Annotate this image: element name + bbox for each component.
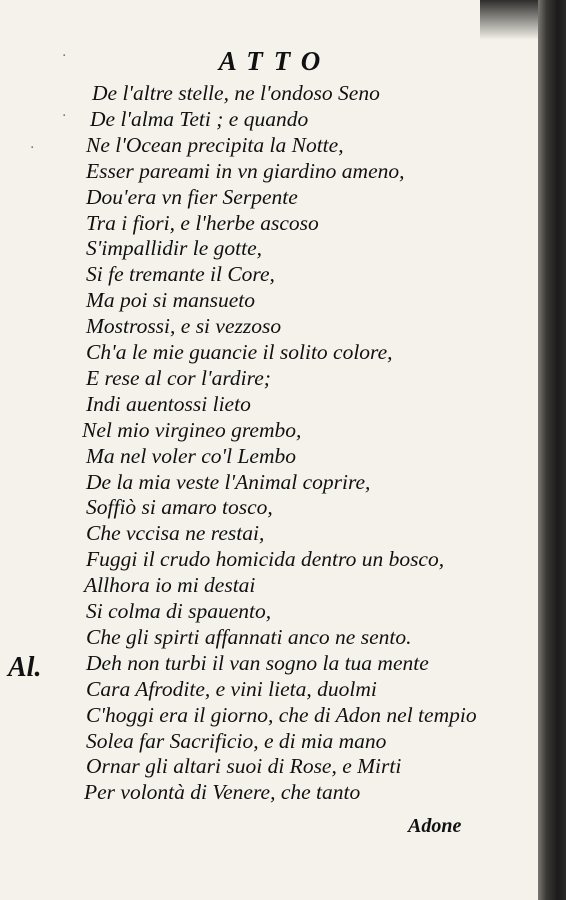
verse-line: Che vccisa ne restai, bbox=[86, 521, 265, 546]
verse-line: Deh non turbi il van sogno la tua mente bbox=[86, 650, 429, 675]
catchword: Adone bbox=[408, 815, 462, 837]
ink-spot: · bbox=[30, 140, 35, 156]
verse-line: Fuggi il crudo homicida dentro un bosco, bbox=[86, 547, 445, 572]
running-head: ATTO bbox=[218, 46, 332, 76]
verse-line: S'impallidir le gotte, bbox=[86, 236, 262, 261]
verse-line: Ma poi si mansueto bbox=[86, 288, 256, 313]
verse-line: Dou'era vn fier Serpente bbox=[86, 184, 298, 209]
book-gutter-shadow bbox=[538, 0, 566, 900]
verse-line: Per volontà di Venere, che tanto bbox=[84, 780, 361, 805]
verse-line: Mostrossi, e si vezzoso bbox=[86, 314, 282, 339]
verse-line: Si colma di spauento, bbox=[86, 599, 272, 623]
verse-line: Solea far Sacrificio, e di mia mano bbox=[86, 728, 387, 753]
verse-line: E rese al cor l'ardire; bbox=[86, 365, 271, 390]
verse-line: Nel mio virgineo grembo, bbox=[82, 417, 302, 442]
verse-line: Ma nel voler co'l Lembo bbox=[86, 443, 296, 468]
verse-line: Si fe tremante il Core, bbox=[86, 262, 275, 287]
verse-line: Tra i fiori, e l'herbe ascoso bbox=[86, 210, 319, 235]
verse-line: De l'alma Teti ; e quando bbox=[90, 106, 309, 131]
verse-line: De l'altre stelle, ne l'ondoso Seno bbox=[92, 81, 380, 105]
verse-line: Cara Afrodite, e vini lieta, duolmi bbox=[86, 676, 377, 701]
verse-line: Indi auentossi lieto bbox=[86, 391, 251, 416]
verse-line: Ne l'Ocean precipita la Notte, bbox=[86, 132, 344, 157]
verse-line: De la mia veste l'Animal coprire, bbox=[86, 469, 371, 494]
verse-line: Esser pareami in vn giardino ameno, bbox=[86, 158, 405, 183]
verse-line: Allhora io mi destai bbox=[84, 573, 256, 598]
verse-line: Ch'a le mie guancie il solito colore, bbox=[86, 340, 393, 364]
verse-line: C'hoggi era il giorno, che di Adon nel tempio bbox=[86, 702, 477, 727]
ink-spot: · bbox=[62, 48, 67, 64]
verse-line: Ornar gli altari suoi di Rose, e Mirti bbox=[86, 754, 402, 779]
ink-spot: · bbox=[62, 108, 67, 124]
speaker-label: Al. bbox=[8, 652, 42, 683]
verse-line: Soffiò si amaro tosco, bbox=[86, 495, 273, 520]
verse-line: Che gli spirti affannati anco ne sento. bbox=[86, 624, 412, 649]
